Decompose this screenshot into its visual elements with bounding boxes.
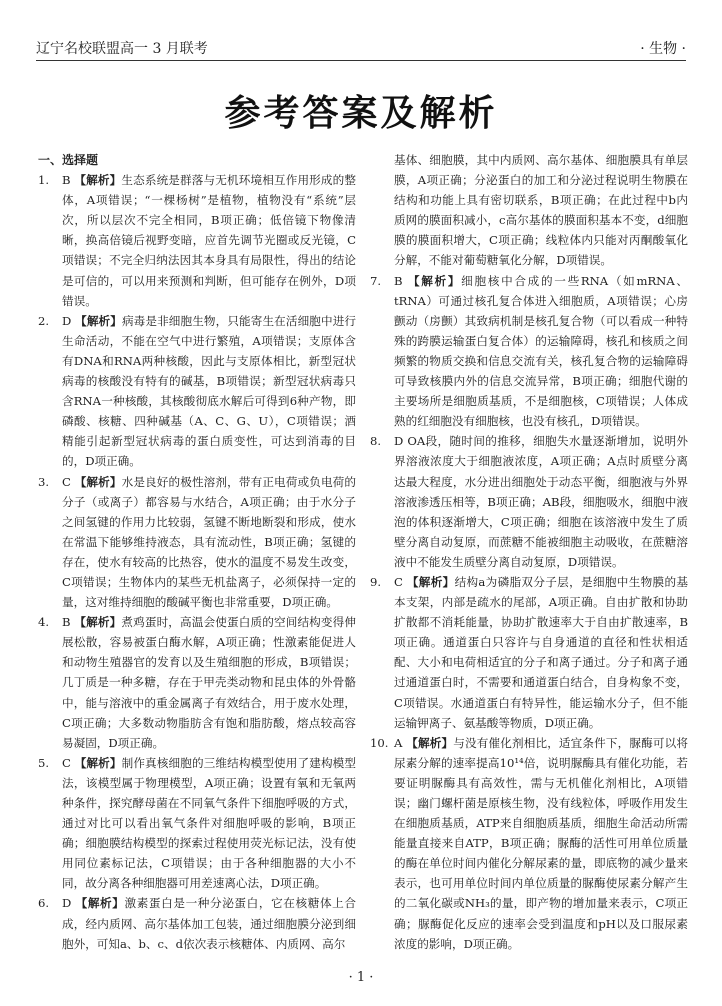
left-column xyxy=(38,150,356,954)
answer-letter: D xyxy=(62,896,72,911)
analysis-tag: 【解析】 xyxy=(75,896,125,911)
analysis-tag: 【解析】 xyxy=(406,735,454,750)
answer-letter: D xyxy=(62,313,72,328)
answer-letter: C xyxy=(394,574,403,589)
page-number: · 1 · xyxy=(348,970,374,985)
question-number: 9. xyxy=(370,574,382,589)
analysis-text: 结构a为磷脂双分子层，是细胞中生物膜的基本支架，内部是疏水的尾部，A项正确。自由扩散和协助扩散都不消耗能量，协助扩散速率大于自由扩散速率，B项正确。通道蛋白只容许与自身通道的直径和性状相适配、大小和电荷相适宜的分子和离子通过。分子和离子通过通道蛋白时，不需要和通道蛋白结合，自身构象不变，C项错误。水通道蛋白有特异性，能运输水分子，但不能运输钾离子、氨基酸等物质，D项正确。 xyxy=(394,574,688,730)
question-number: 1. xyxy=(38,173,50,188)
question-number: 7. xyxy=(370,273,382,288)
page-header xyxy=(36,34,686,61)
question-number: 2. xyxy=(38,313,50,328)
analysis-text: 生态系统是群落与无机环境相互作用形成的整体，A项错误；“一棵杨树”是植物，植物没有“系统”层次，所以层次不完全相同，B项正确；低倍镜下物像清晰，换高倍镜后视野变暗，应首先调节光圈或反光镜，C项错误；不完全归纳法因其本身具有局限性，得出的结论是可信的，可以用来预测和判断，但可能存在例外，D项错误。 xyxy=(62,173,356,308)
answer-letter: B xyxy=(62,173,71,188)
analysis-text: 制作真核细胞的三维结构模型使用了建构模型法，该模型属于物理模型，A项正确；设置有氧和无氧两种条件，探究酵母菌在不同氧气条件下细胞呼吸的方式，通过对比可以看出氧气条件对细胞呼吸的影响，B项正确；细胞膜结构模型的探索过程使用荧光标记法，没有使用同位素标记法，C项错误；由于各种细胞器的大小不同，故分离各种细胞器可用差速离心法，D项正确。 xyxy=(62,755,356,891)
question-number: 5. xyxy=(38,755,50,770)
analysis-tag: 【解析】 xyxy=(74,755,122,770)
answer-item xyxy=(370,271,688,432)
answer-letter: B xyxy=(62,615,71,630)
exam-title: 辽宁名校联盟高一 3 月联考 xyxy=(36,41,208,57)
answer-item xyxy=(370,733,688,954)
analysis-text: 病毒是非细胞生物，只能寄生在活细胞中进行生命活动，不能在空气中进行繁殖，A项错误；支原体含有DNA和RNA两种核酸，因此与支原体相比，新型冠状病毒的核酸没有特有的碱基，B项错误；新型冠状病毒只含RNA一种核酸，其核酸彻底水解后可得到6种产物，即磷酸、核糖、四种碱基（A、C、G、U），C项错误；酒精能引起新型冠状病毒的蛋白质变性，可达到消毒的目的，D项正确。 xyxy=(62,313,356,469)
question-number: 4. xyxy=(38,615,50,630)
question-number: 6. xyxy=(38,896,50,911)
analysis-tag: 【解析】 xyxy=(74,615,122,630)
answer-item xyxy=(38,311,356,472)
analysis-tag: 【解析】 xyxy=(74,173,122,188)
analysis-text: 水是良好的极性溶剂，带有正电荷或负电荷的分子（或离子）都容易与水结合，A项正确；由于水分子之间氢键的作用力比较弱，氢键不断地断裂和形成，使水在常温下能够维持液态，具有流动性，B项正确；氢键的存在，使水有较高的比热容，使水的温度不易发生改变，C项错误；生物体内的某些无机盐离子，必须保持一定的量，这对维持细胞的酸碱平衡也非常重要，D项正确。 xyxy=(62,474,356,610)
page-title: 参考答案及解析 xyxy=(224,93,498,134)
analysis-text-continued: 基体、细胞膜，其中内质网、高尔基体、细胞膜具有单层膜，A项正确；分泌蛋白的加工和分泌过程说明生物膜在结构和功能上具有密切联系，B项正确；在此过程中b内质网的膜面积减小，c高尔基体的膜面积基本不变，d细胞膜的膜面积增大，C项正确；线粒体内只能对丙酮酸氧化分解，不能对葡萄糖氧化分解，D项错误。 xyxy=(394,153,688,268)
analysis-text: OA段，随时间的推移，细胞失水量逐渐增加，说明外界溶液浓度大于细胞液浓度，A项正确；A点时质壁分离达最大程度，水分进出细胞处于动态平衡，细胞液与外界溶液渗透压相等，B项正确；AB段，细胞吸水，细胞中液泡的体积逐渐增大，C项正确；细胞在该溶液中发生了质壁分离自动复原，而蔗糖不能被细胞主动吸收，在蔗糖溶液中不能发生质壁分离自动复原，D项错误。 xyxy=(394,434,688,569)
answer-letter: B xyxy=(394,273,403,288)
analysis-tag: 【解析】 xyxy=(74,474,122,489)
question-number: 10. xyxy=(370,735,389,750)
analysis-text: 激素蛋白是一种分泌蛋白，它在核糖体上合成，经内质网、高尔基体加工包装，通过细胞膜分泌到细胞外，可知a、b、c、d依次表示核糖体、内质网、高尔 xyxy=(62,896,356,951)
question-number: 3. xyxy=(38,474,50,489)
question-number: 8. xyxy=(370,434,382,449)
answer-item xyxy=(38,753,356,894)
analysis-tag: 【解析】 xyxy=(407,273,462,288)
answer-item-continued xyxy=(370,150,688,271)
section-heading: 一、选择题 xyxy=(38,153,99,167)
answer-item xyxy=(38,893,356,953)
analysis-text: 煮鸡蛋时，高温会使蛋白质的空间结构变得伸展松散，容易被蛋白酶水解，A项正确；性激素能促进人和动物生殖器官的发育以及生殖细胞的形成，B项错误；几丁质是一种多糖，存在于甲壳类动物和昆虫体的外骨骼中，能与溶液中的重金属离子有效结合，用于废水处理，C项正确；大多数动物脂肪含有饱和脂肪酸，熔点较高容易凝固，D项正确。 xyxy=(62,615,356,750)
subject-label: · 生物 · xyxy=(640,41,686,57)
answer-letter: C xyxy=(62,474,71,489)
answer-item xyxy=(370,431,688,572)
answer-letter: C xyxy=(62,755,71,770)
answer-item xyxy=(370,572,688,733)
answer-item xyxy=(38,170,356,311)
answer-item xyxy=(38,612,356,753)
answer-letter: D xyxy=(394,434,404,449)
answer-letter: A xyxy=(394,735,403,750)
right-column xyxy=(370,150,688,954)
analysis-tag: 【解析】 xyxy=(406,574,455,589)
answer-item xyxy=(38,472,356,613)
analysis-tag: 【解析】 xyxy=(75,313,122,328)
analysis-text: 与没有催化剂相比，适宜条件下，脲酶可以将尿素分解的速率提高10¹⁴倍，说明脲酶具有催化功能，若要证明脲酶具有高效性，需与无机催化剂相比，A项错误；幽门螺杆菌是原核生物，没有线粒体，呼吸作用发生在细胞质基质，ATP来自细胞质基质，细胞生命活动所需能量直接来自ATP，B项正确；脲酶的活性可用单位质量的酶在单位时间内催化分解尿素的量，即底物的减少量来表示，也可用单位时间内单位质量的脲酶使尿素分解产生的二氧化碳或NH₃的量，即产物的增加量来表示，C项正确；脲酶促化反应的速率会受到温度和pH以及口服尿素浓度的影响，D项正确。 xyxy=(394,735,688,951)
analysis-text: 细胞核中合成的一些RNA（如mRNA、tRNA）可通过核孔复合体进入细胞质，A项错误；心房颤动（房颤）其致病机制是核孔复合物（可以看成一种特殊的跨膜运输蛋白复合体）的运输障碍，核孔和核质之间频繁的物质交换和信息交流有关，核孔复合物的运输障碍可导致核膜内外的信息交流异常，B项正确；细胞代谢的主要场所是细胞质基质，不是细胞核，C项错误；人体成熟的红细胞没有细胞核，也没有核孔，D项错误。 xyxy=(394,273,688,429)
